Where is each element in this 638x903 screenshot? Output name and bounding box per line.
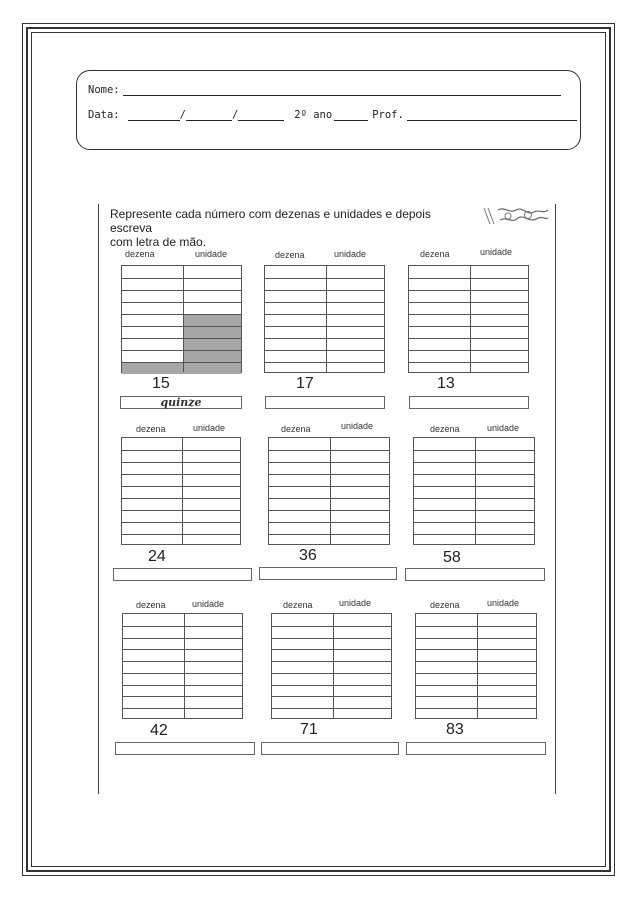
grid-row-line [269, 486, 389, 487]
grid-row-line [409, 362, 528, 363]
grid-row-line [272, 685, 391, 686]
grid-row-line [416, 685, 536, 686]
tens-column-header: dezena [136, 600, 166, 610]
grid-row-line [265, 338, 384, 339]
tens-column-header: dezena [281, 424, 311, 434]
target-number: 36 [299, 547, 317, 564]
teacher-label: Prof. [372, 109, 404, 121]
date-year-field[interactable] [238, 110, 284, 121]
units-cell-filled [183, 338, 241, 350]
grid-row-line [122, 338, 241, 339]
grid-row-line [409, 290, 528, 291]
grid-row-line [409, 278, 528, 279]
grid-row-line [265, 302, 384, 303]
units-column-header: unidade [341, 421, 374, 431]
grid-row-line [416, 626, 536, 627]
name-label: Nome: [88, 84, 120, 96]
grid-row-line [409, 326, 528, 327]
grid-column-divider [475, 438, 476, 544]
grid-row-line [269, 522, 389, 523]
instruction-text [110, 207, 470, 249]
grid-row-line [416, 696, 536, 697]
grid-row-line [409, 314, 528, 315]
grid-row-line [272, 708, 391, 709]
grid-row-line [272, 638, 391, 639]
student-info-box [76, 70, 581, 150]
target-number: 17 [296, 375, 314, 392]
units-column-header: unidade [339, 598, 372, 608]
grid-row-line [272, 626, 391, 627]
grid-row-line [122, 462, 240, 463]
grid-row-line [122, 522, 240, 523]
target-number: 42 [150, 722, 168, 739]
grid-row-line [123, 649, 242, 650]
tens-units-grid[interactable] [121, 265, 242, 373]
grid-row-line [414, 510, 534, 511]
tens-column-header: dezena [420, 249, 450, 259]
grid-row-line [123, 708, 242, 709]
grid-row-line [272, 649, 391, 650]
tens-units-grid[interactable] [264, 265, 385, 373]
tens-units-grid[interactable] [415, 613, 537, 719]
grid-row-line [416, 661, 536, 662]
date-month-field[interactable] [186, 110, 232, 121]
grid-row-line [414, 522, 534, 523]
date-separator: / [231, 109, 239, 121]
grid-row-line [269, 474, 389, 475]
tens-column-header: dezena [125, 249, 155, 259]
grid-row-line [123, 685, 242, 686]
instruction-line: Represente cada número com dezenas e unidades e depois escreva [110, 207, 431, 235]
grid-row-line [414, 462, 534, 463]
written-answer-box[interactable] [405, 568, 545, 581]
date-day-field[interactable] [128, 110, 180, 121]
grid-row-line [123, 661, 242, 662]
grid-column-divider [183, 266, 184, 372]
grid-column-divider [477, 614, 478, 718]
tens-column-header: dezena [275, 250, 305, 260]
grid-row-line [122, 314, 241, 315]
grid-row-line [414, 498, 534, 499]
grid-row-line [122, 450, 240, 451]
grid-row-line [122, 474, 240, 475]
grid-row-line [416, 708, 536, 709]
grid-row-line [416, 638, 536, 639]
written-answer-box[interactable] [261, 742, 399, 755]
grid-row-line [409, 302, 528, 303]
grid-row-line [123, 626, 242, 627]
tens-units-grid[interactable] [121, 437, 241, 545]
target-number: 83 [446, 721, 464, 738]
grid-column-divider [182, 438, 183, 544]
grid-row-line [122, 290, 241, 291]
grid-row-line [122, 534, 240, 535]
units-column-header: unidade [193, 423, 226, 433]
grid-row-line [414, 474, 534, 475]
name-line [88, 84, 561, 96]
grid-column-divider [470, 266, 471, 372]
grid-row-line [123, 673, 242, 674]
date-line [88, 109, 577, 121]
grid-column-divider [333, 614, 334, 718]
grid-row-line [269, 450, 389, 451]
grid-row-line [122, 326, 241, 327]
grid-row-line [122, 510, 240, 511]
written-answer-box[interactable] [259, 567, 397, 580]
units-cell-filled [183, 350, 241, 362]
grid-column-divider [326, 266, 327, 372]
grid-row-line [265, 326, 384, 327]
units-cell-filled [183, 314, 241, 326]
grid-row-line [265, 278, 384, 279]
grid-row-line [414, 534, 534, 535]
units-column-header: unidade [487, 598, 520, 608]
target-number: 24 [148, 548, 166, 565]
name-field[interactable] [123, 85, 561, 96]
decorative-illustration-icon [478, 206, 550, 226]
grid-row-line [122, 302, 241, 303]
grid-row-line [269, 510, 389, 511]
grid-row-line [272, 696, 391, 697]
units-cell-filled [183, 362, 241, 374]
grid-row-line [122, 278, 241, 279]
written-answer-box[interactable] [113, 568, 252, 581]
grid-column-divider [184, 614, 185, 718]
tens-units-grid[interactable] [268, 437, 390, 545]
grid-row-line [269, 534, 389, 535]
written-answer-box[interactable] [409, 396, 529, 409]
grid-column-divider [330, 438, 331, 544]
units-column-header: unidade [487, 423, 520, 433]
grid-row-line [122, 350, 241, 351]
grid-row-line [409, 338, 528, 339]
grid-row-line [265, 350, 384, 351]
grid-row-line [269, 498, 389, 499]
tens-units-grid[interactable] [122, 613, 243, 719]
target-number: 15 [152, 375, 170, 392]
units-column-header: unidade [192, 599, 225, 609]
grid-row-line [269, 462, 389, 463]
grid-row-line [123, 638, 242, 639]
tens-units-grid[interactable] [413, 437, 535, 545]
grid-row-line [272, 661, 391, 662]
date-separator: / [179, 109, 186, 121]
tens-column-header: dezena [136, 424, 166, 434]
tens-column-header: dezena [430, 600, 460, 610]
grid-row-line [265, 314, 384, 315]
grade-label: 2º ano [294, 109, 333, 121]
class-field[interactable] [334, 110, 368, 121]
target-number: 58 [443, 549, 461, 566]
grid-row-line [122, 498, 240, 499]
written-answer-box[interactable]: quinze [120, 396, 242, 409]
written-answer-box[interactable] [406, 742, 546, 755]
grid-row-line [265, 362, 384, 363]
grid-row-line [416, 649, 536, 650]
grid-row-line [122, 486, 240, 487]
written-answer-box[interactable] [115, 742, 255, 755]
written-answer-box[interactable] [265, 396, 385, 409]
grid-row-line [409, 350, 528, 351]
units-column-header: unidade [480, 247, 513, 257]
grid-row-line [414, 450, 534, 451]
grid-row-line [416, 673, 536, 674]
grid-row-line [122, 362, 241, 363]
tens-units-grid[interactable] [271, 613, 392, 719]
units-cell-filled [183, 326, 241, 338]
units-column-header: unidade [195, 249, 228, 259]
target-number: 71 [300, 721, 318, 738]
grid-row-line [272, 673, 391, 674]
teacher-field[interactable] [407, 110, 577, 121]
grid-row-line [265, 290, 384, 291]
instruction-line: com letra de mão. [110, 235, 207, 249]
tens-column-header: dezena [283, 600, 313, 610]
date-label: Data: [88, 109, 120, 121]
tens-units-grid[interactable] [408, 265, 529, 373]
units-column-header: unidade [334, 249, 367, 259]
tens-cell-filled [122, 362, 183, 374]
grid-row-line [414, 486, 534, 487]
tens-column-header: dezena [430, 424, 460, 434]
grid-row-line [123, 696, 242, 697]
target-number: 13 [437, 375, 455, 392]
